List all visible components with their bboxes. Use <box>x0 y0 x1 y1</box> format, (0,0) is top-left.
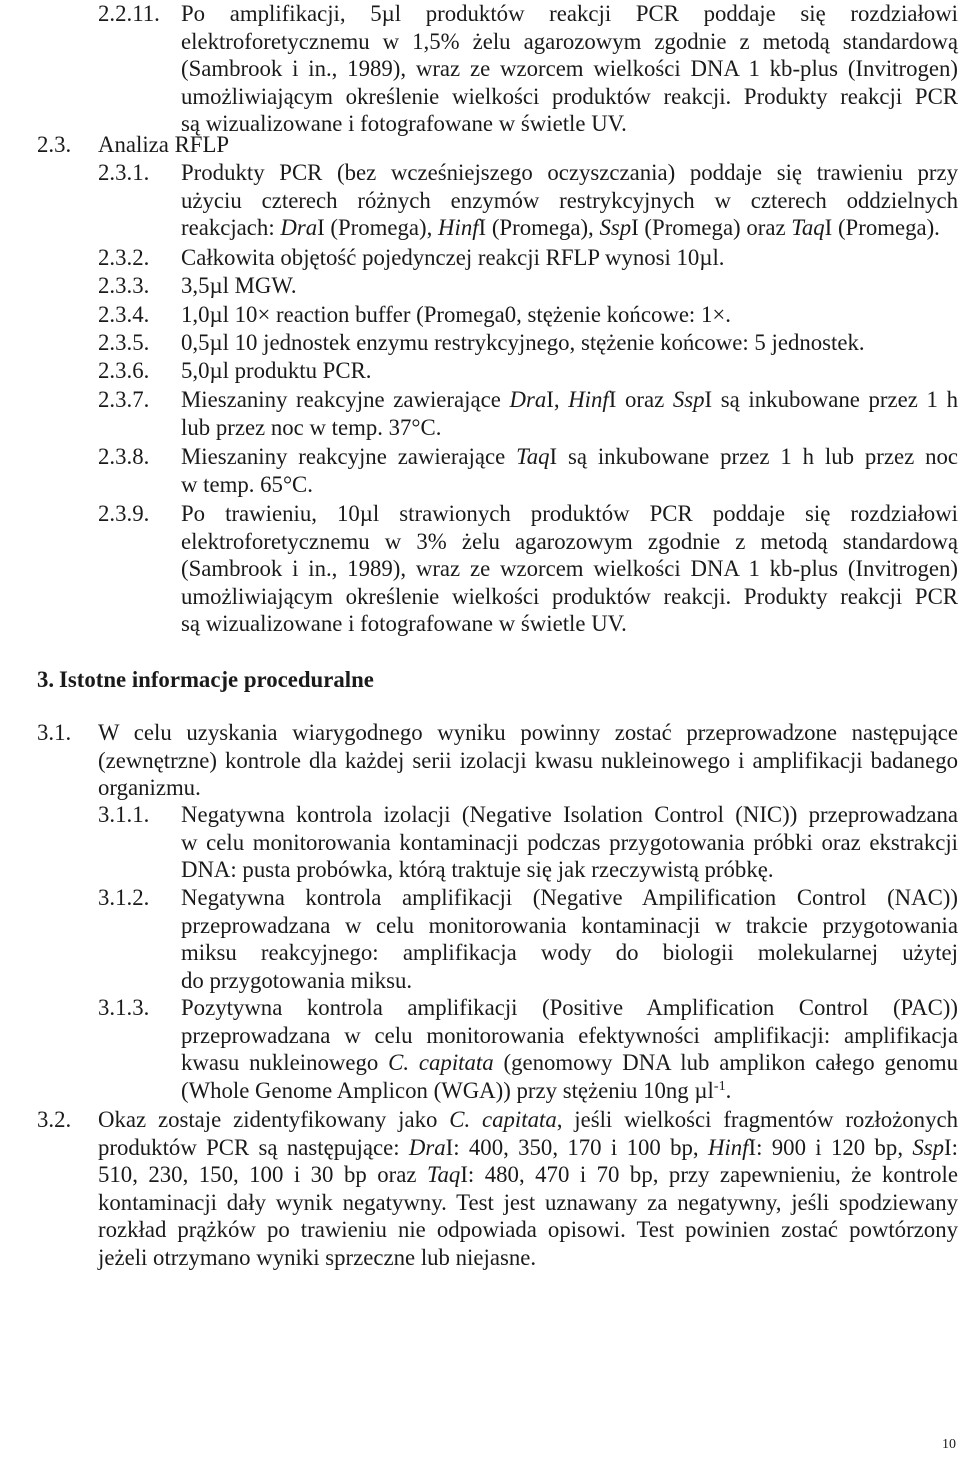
item-number: 2.3.6. <box>98 358 150 383</box>
item-number: 2.3.1. <box>98 160 150 185</box>
text-run: . <box>725 1077 732 1103</box>
section-text <box>98 719 958 802</box>
italic-run: Dra <box>509 387 547 412</box>
text-run: (Whole Genome Amplicon (WGA)) przy stężeniu 10ng µl <box>181 1077 714 1103</box>
text-line <box>98 1134 958 1162</box>
text-run: I są inkubowane przez 1 h lub przez noc <box>549 444 958 469</box>
text-line <box>181 1077 958 1105</box>
section-text <box>98 1106 958 1271</box>
text-run: kontaminacji dały wynik negatywny. Test jest uznawany za negatywny, jeśli spodziewany <box>98 1189 958 1215</box>
page-number: 10 <box>942 1437 956 1452</box>
text-line <box>98 131 958 159</box>
text-line <box>181 357 958 385</box>
item-text <box>181 386 958 441</box>
section-title <box>98 131 958 159</box>
text-run: 1,0µl 10× reaction buffer (Promega0, stężenie końcowe: 1×. <box>181 302 731 327</box>
italic-run: C. capitata <box>388 1050 494 1075</box>
text-line <box>181 583 958 611</box>
text-run: Istotne informacje proceduralne <box>59 667 374 692</box>
text-run: Po amplifikacji, 5µl produktów reakcji PCR poddaje się rozdziałowi <box>181 1 958 26</box>
text-line <box>98 1216 958 1244</box>
text-line <box>181 414 958 442</box>
item-number: 2.3.4. <box>98 302 150 327</box>
section-number: 3.2. <box>37 1107 72 1132</box>
item-text <box>181 272 958 300</box>
text-line <box>181 939 958 967</box>
text-run: umożliwiającym określenie wielkości produktów reakcji. Produkty reakcji PCR <box>181 583 958 609</box>
text-line <box>98 1189 958 1217</box>
text-line <box>181 28 958 56</box>
italic-run: Dra <box>280 215 318 240</box>
text-run: I (Promega). <box>824 215 940 240</box>
text-line <box>181 528 958 556</box>
item-number: 3.1.2. <box>98 885 150 910</box>
italic-run: Hinf <box>568 387 609 412</box>
text-line <box>181 829 958 857</box>
italic-run: C. capitata <box>449 1107 557 1132</box>
text-run: I (Promega), <box>317 215 439 240</box>
text-run: W celu uzyskania wiarygodnego wyniku powinny zostać przeprowadzone następujące <box>98 720 958 745</box>
text-run: I są inkubowane przez 1 h <box>704 387 958 412</box>
text-line <box>181 801 958 829</box>
item-text <box>181 994 958 1104</box>
text-line <box>181 0 958 28</box>
text-line <box>181 244 958 272</box>
italic-run: Hinf <box>707 1134 749 1160</box>
text-run: Mieszaniny reakcyjne zawierające <box>181 444 517 469</box>
text-run: Produkty PCR (bez wcześniejszego oczyszczania) poddaje się trawieniu przy <box>181 160 958 185</box>
text-run: I oraz <box>608 387 673 412</box>
text-line <box>181 884 958 912</box>
chapter-title <box>59 666 759 694</box>
text-line <box>181 83 958 111</box>
item-text <box>181 801 958 884</box>
text-line <box>98 774 958 802</box>
text-run: użyciu czterech różnych enzymów restrykcyjnych w czterech oddzielnych <box>181 187 958 213</box>
item-text <box>181 329 958 357</box>
section-number: 3.1. <box>37 720 72 745</box>
text-run: DNA: pusta probówka, którą traktuje się jak rzeczywistą próbkę. <box>181 857 774 882</box>
text-line <box>181 1022 958 1050</box>
item-text <box>181 884 958 994</box>
text-line <box>98 747 958 775</box>
text-run: umożliwiającym określenie wielkości produktów reakcji. Produkty reakcji PCR <box>181 83 958 109</box>
text-run: 3,5µl MGW. <box>181 273 297 298</box>
item-number: 2.3.7. <box>98 387 150 412</box>
text-run: elektroforetycznemu w 3% żelu agarozowym zgodnie z metodą standardową <box>181 528 958 554</box>
text-line <box>181 500 958 528</box>
text-line <box>181 159 958 187</box>
text-line <box>98 719 958 747</box>
text-run: (Sambrook i in., 1989), wraz ze wzorcem wielkości DNA 1 kb-plus (Invitrogen) <box>181 56 958 81</box>
item-text <box>181 500 958 638</box>
text-run: Negatywna kontrola izolacji (Negative Isolation Control (NIC)) przeprowadzana <box>181 802 958 827</box>
item-text <box>181 443 958 498</box>
text-run: 510, 230, 150, 100 i 30 bp oraz <box>98 1162 427 1187</box>
text-line <box>181 555 958 583</box>
chapter-number: 3. <box>37 667 55 692</box>
text-line <box>98 1106 958 1134</box>
text-run: (genomowy DNA lub amplikon całego genomu <box>493 1050 958 1075</box>
text-line <box>181 301 958 329</box>
item-text <box>181 244 958 272</box>
italic-run: Taq <box>516 444 550 469</box>
text-line <box>181 443 958 471</box>
text-run: jeżeli otrzymano wyniki sprzeczne lub niejasne. <box>98 1244 537 1270</box>
text-run: organizmu. <box>98 775 201 800</box>
text-run: I, <box>546 387 569 412</box>
text-run: Negatywna kontrola amplifikacji (Negative Ampilification Control (NAC)) <box>181 885 958 910</box>
text-run: I: 480, 470 i 70 bp, przy zapewnieniu, że kontrole <box>460 1162 958 1187</box>
text-run: Mieszaniny reakcyjne zawierające <box>181 387 510 412</box>
text-run: Pozytywna kontrola amplifikacji (Positive Amplification Control (PAC)) <box>181 995 958 1020</box>
text-run: są wizualizowane i fotografowane w świetle UV. <box>181 111 627 136</box>
text-run: do przygotowania miksu. <box>181 967 413 993</box>
text-run: (zewnętrzne) kontrole dla każdej serii izolacji kwasu nukleinowego i amplifikacji badanego <box>98 747 958 773</box>
item-number: 3.1.3. <box>98 995 150 1020</box>
text-line <box>181 610 958 638</box>
item-text <box>181 357 958 385</box>
italic-run: Taq <box>791 215 825 240</box>
italic-run: Taq <box>426 1162 461 1187</box>
item-text <box>181 159 958 242</box>
text-run: są wizualizowane i fotografowane w świetle UV. <box>181 611 627 636</box>
text-run: lub przez noc w temp. 37°C. <box>181 414 442 440</box>
italic-run: Ssp <box>672 387 705 412</box>
item-text <box>181 0 958 138</box>
text-run: 5,0µl produktu PCR. <box>181 358 372 383</box>
text-run: I: 900 i 120 bp, <box>748 1134 913 1160</box>
text-run: I (Promega) oraz <box>631 215 792 240</box>
text-run: I (Promega), <box>478 215 600 240</box>
item-number: 2.3.9. <box>98 501 150 526</box>
text-run: kwasu nukleinowego <box>181 1050 389 1075</box>
text-line <box>181 214 958 242</box>
italic-run: Ssp <box>912 1134 945 1160</box>
text-run: rozkład prążków po trawieniu nie odpowiada opisowi. Test powinien zostać powtórzony <box>98 1217 958 1242</box>
text-run: Całkowita objętość pojedynczej reakcji RFLP wynosi 10µl. <box>181 245 725 270</box>
text-line <box>59 666 759 694</box>
text-run: I: <box>944 1134 958 1160</box>
text-line <box>98 1161 958 1189</box>
text-run: 0,5µl 10 jednostek enzymu restrykcyjnego, stężenie końcowe: 5 jednostek. <box>181 330 865 355</box>
text-run: w celu monitorowania kontaminacji podczas przygotowania próbki oraz ekstrakcji <box>181 829 958 855</box>
text-run: Okaz zostaje zidentyfikowany jako <box>98 1107 450 1132</box>
text-line <box>181 329 958 357</box>
item-number: 2.3.3. <box>98 273 150 298</box>
text-run: I: 400, 350, 170 i 100 bp, <box>445 1134 708 1160</box>
text-run: Po trawieniu, 10µl strawionych produktów PCR poddaje się rozdziałowi <box>181 501 958 526</box>
item-number: 3.1.1. <box>98 802 150 827</box>
italic-run: Dra <box>408 1134 446 1160</box>
text-line <box>181 967 958 995</box>
text-run: , jeśli wielkości fragmentów rozłożonych <box>556 1107 958 1132</box>
text-line <box>181 471 958 499</box>
italic-run: Hinf <box>438 215 479 240</box>
text-run: reakcjach: <box>181 215 281 240</box>
text-run: produktów PCR są następujące: <box>98 1134 409 1160</box>
item-number: 2.3.2. <box>98 245 150 270</box>
text-line <box>181 856 958 884</box>
section-number: 2.3. <box>37 132 72 157</box>
text-line <box>181 1049 958 1077</box>
italic-run: Ssp <box>599 215 632 240</box>
text-run: Analiza RFLP <box>98 132 230 157</box>
item-number: 2.3.8. <box>98 444 150 469</box>
text-run: przeprowadzana w celu monitorowania efektywności amplifikacji: amplifikacja <box>181 1022 958 1048</box>
text-run: w temp. 65°C. <box>181 471 313 497</box>
superscript-run: -1 <box>713 1077 726 1094</box>
text-run: elektroforetycznemu w 1,5% żelu agarozowym zgodnie z metodą standardową <box>181 28 958 54</box>
text-line <box>98 1244 958 1272</box>
item-text <box>181 301 958 329</box>
text-line <box>181 386 958 414</box>
text-line <box>181 912 958 940</box>
text-line <box>181 994 958 1022</box>
item-number: 2.2.11. <box>98 1 160 26</box>
text-line <box>181 272 958 300</box>
item-number: 2.3.5. <box>98 330 150 355</box>
text-line <box>181 55 958 83</box>
text-line <box>181 187 958 215</box>
text-run: miksu reakcyjnego: amplifikacja wody do biologii molekularnej użytej <box>181 940 958 965</box>
text-run: (Sambrook i in., 1989), wraz ze wzorcem wielkości DNA 1 kb-plus (Invitrogen) <box>181 556 958 581</box>
text-run: przeprowadzana w celu monitorowania kontaminacji w trakcie przygotowania <box>181 912 958 938</box>
